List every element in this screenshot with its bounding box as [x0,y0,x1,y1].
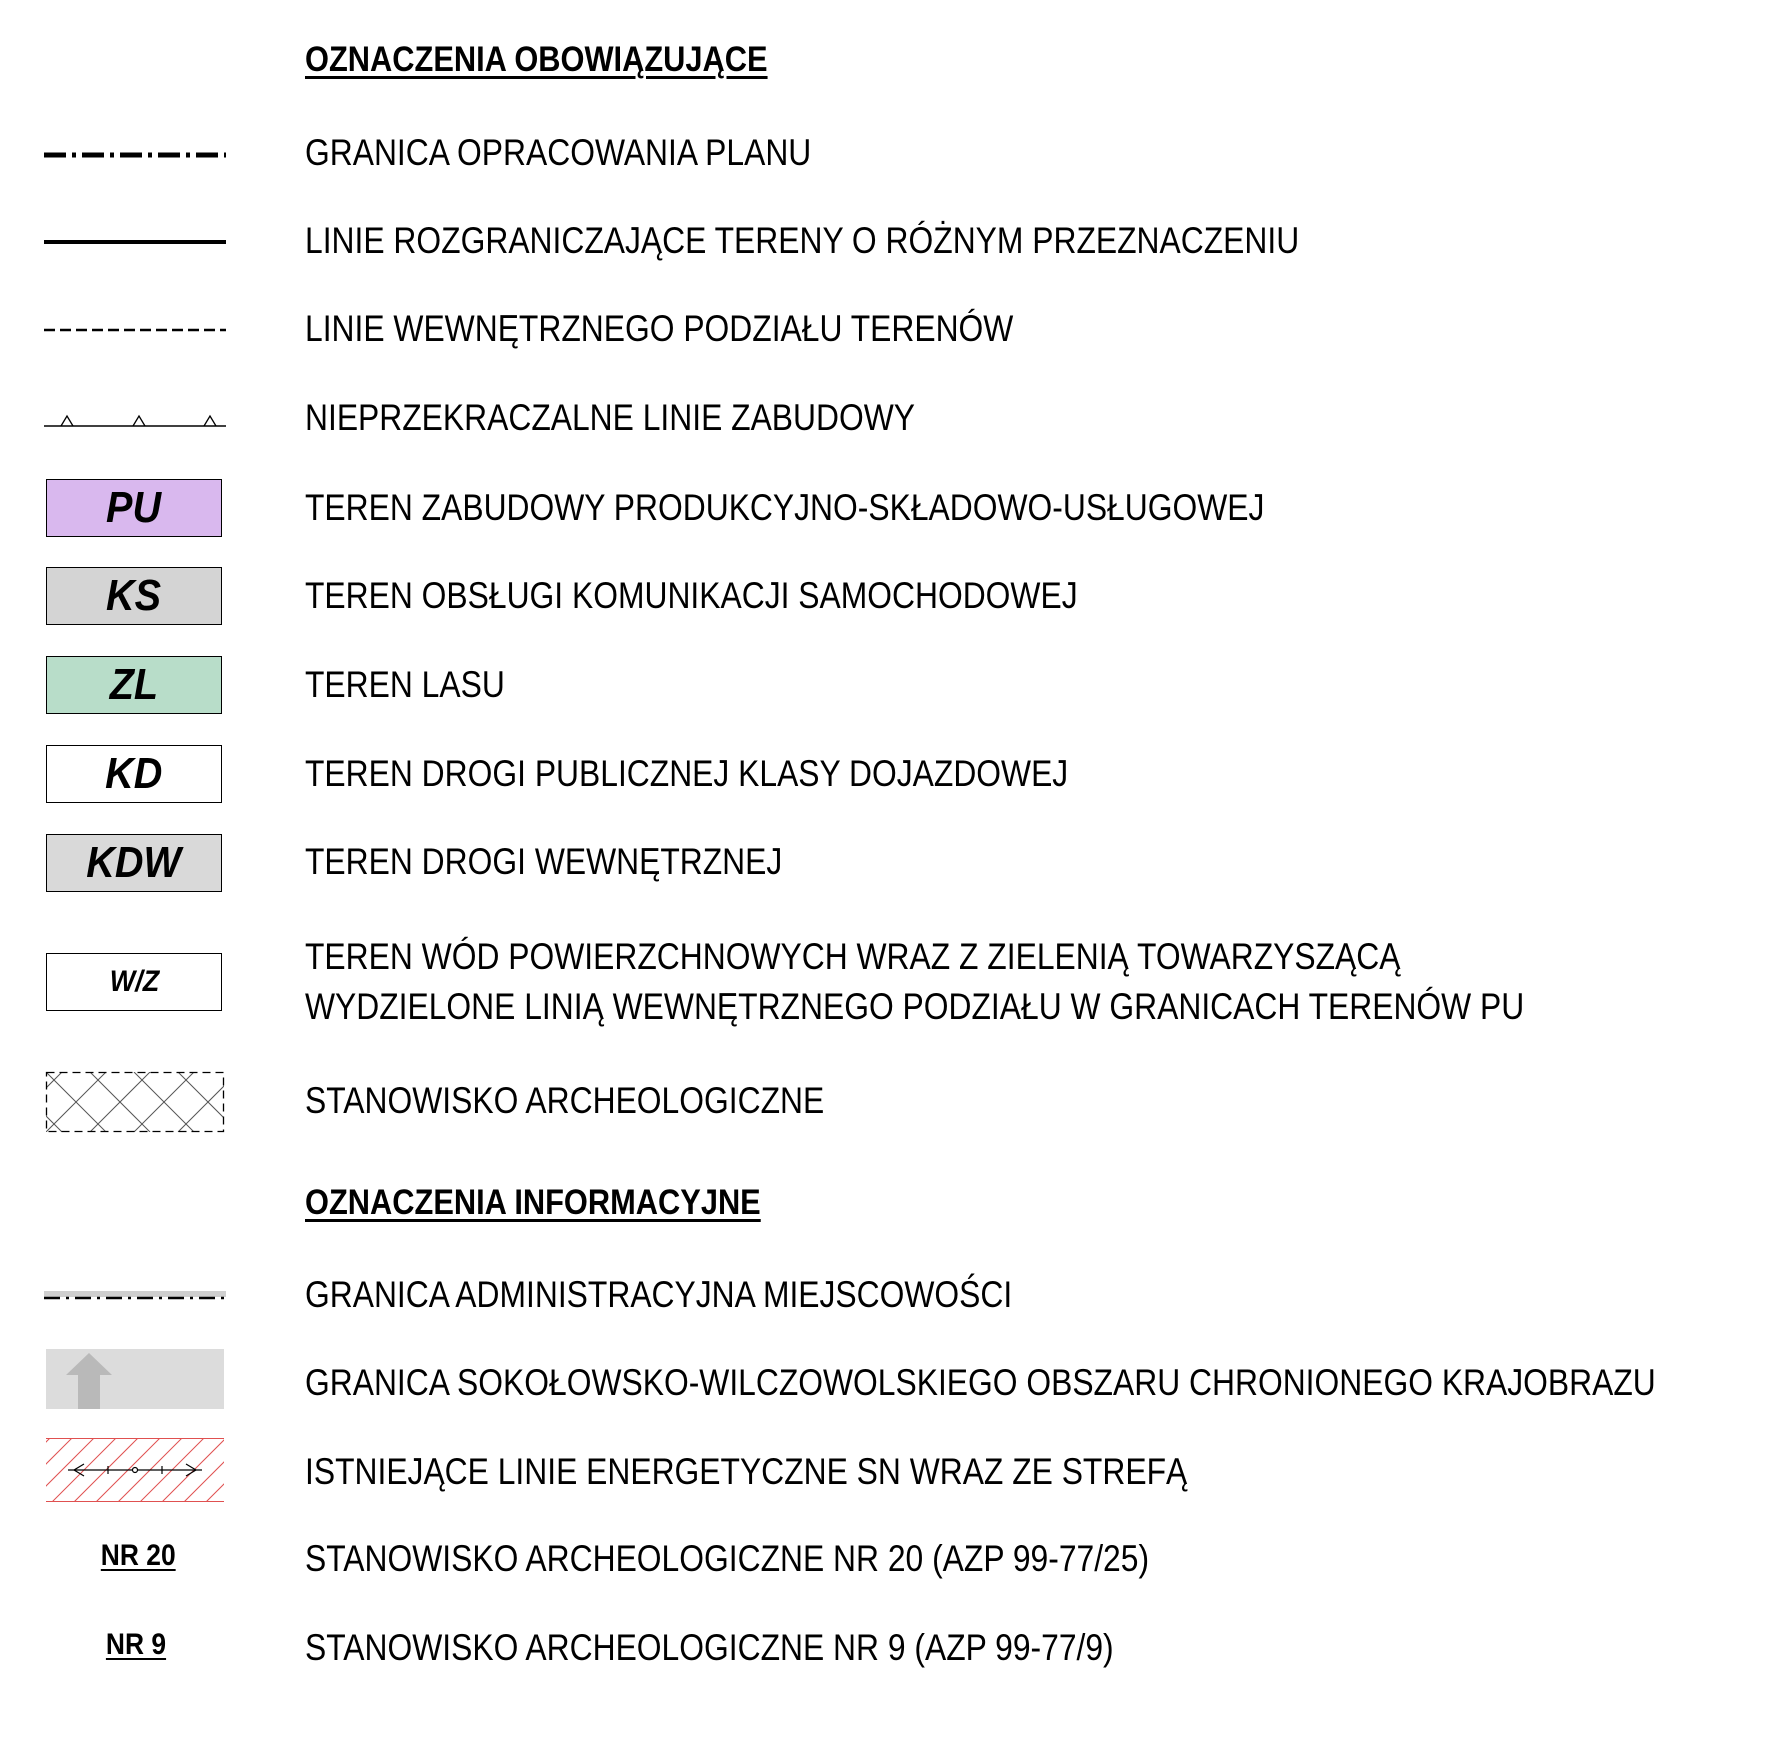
section-title-mandatory: OZNACZENIA OBOWIĄZUJĄCE [305,40,768,79]
dash-dot-line-symbol [44,150,228,160]
legend-label-internal-division: LINIE WEWNĘTRZNEGO PODZIAŁU TERENÓW [305,308,1014,349]
zone-code-ks: KS [106,571,162,620]
zone-box-wz [46,953,222,1011]
legend-label-admin-boundary: GRANICA ADMINISTRACYJNA MIEJSCOWOŚCI [305,1274,1013,1315]
legend-label-plan-boundary: GRANICA OPRACOWANIA PLANU [305,132,812,173]
power-line-zone-symbol [46,1438,224,1502]
dashed-line-symbol [44,327,228,333]
zone-box-pu [46,479,222,537]
legend-label-pu: TEREN ZABUDOWY PRODUKCYJNO-SKŁADOWO-USŁUGOWEJ [305,487,1265,528]
zone-box-kd [46,745,222,803]
zone-code-kd: KD [105,749,163,798]
zone-code-wz: W/Z [109,965,159,998]
zone-box-ks [46,567,222,625]
legend-label-building-lines: NIEPRZEKRACZALNE LINIE ZABUDOWY [305,397,915,438]
legend-label-landscape-area: GRANICA SOKOŁOWSKO-WILCZOWOLSKIEGO OBSZARU CHRONIONEGO KRAJOBRAZU [305,1362,1656,1403]
legend-label-site-nr20: STANOWISKO ARCHEOLOGICZNE NR 20 (AZP 99-77/25) [305,1538,1150,1579]
archaeological-site-symbol [46,1072,224,1132]
solid-line-symbol [44,238,228,246]
legend-label-kd: TEREN DROGI PUBLICZNEJ KLASY DOJAZDOWEJ [305,753,1069,794]
legend-label-demarcation-lines: LINIE ROZGRANICZAJĄCE TERENY O RÓŻNYM PRZEZNACZENIU [305,220,1300,261]
legend-label-site-nr9: STANOWISKO ARCHEOLOGICZNE NR 9 (AZP 99-77/9) [305,1627,1114,1668]
landscape-area-boundary-symbol [46,1349,224,1409]
archaeological-site-nr9-code: NR 9 [105,1628,167,1661]
zone-box-zl [46,656,222,714]
legend-label-wz-line2: WYDZIELONE LINIĄ WEWNĘTRZNEGO PODZIAŁU W GRANICACH TERENÓW PU [305,986,1525,1027]
zone-code-pu: PU [106,483,162,532]
zone-code-kdw: KDW [86,838,182,887]
legend-label-zl: TEREN LASU [305,664,505,705]
legend-label-wz-line1: TEREN WÓD POWIERZCHNOWYCH WRAZ Z ZIELENIĄ TOWARZYSZĄCĄ [305,936,1401,977]
legend-label-power-lines: ISTNIEJĄCE LINIE ENERGETYCZNE SN WRAZ ZE STREFĄ [305,1451,1188,1492]
legend-label-archaeological-site: STANOWISKO ARCHEOLOGICZNE [305,1080,825,1121]
zone-box-kdw [46,834,222,892]
archaeological-site-nr20-code: NR 20 [100,1539,176,1572]
building-line-symbol [44,412,228,428]
zone-code-zl: ZL [109,660,159,709]
section-title-informational: OZNACZENIA INFORMACYJNE [305,1183,761,1222]
admin-boundary-symbol [44,1290,228,1302]
legend-label-kdw: TEREN DROGI WEWNĘTRZNEJ [305,841,783,882]
legend-label-ks: TEREN OBSŁUGI KOMUNIKACJI SAMOCHODOWEJ [305,575,1078,616]
